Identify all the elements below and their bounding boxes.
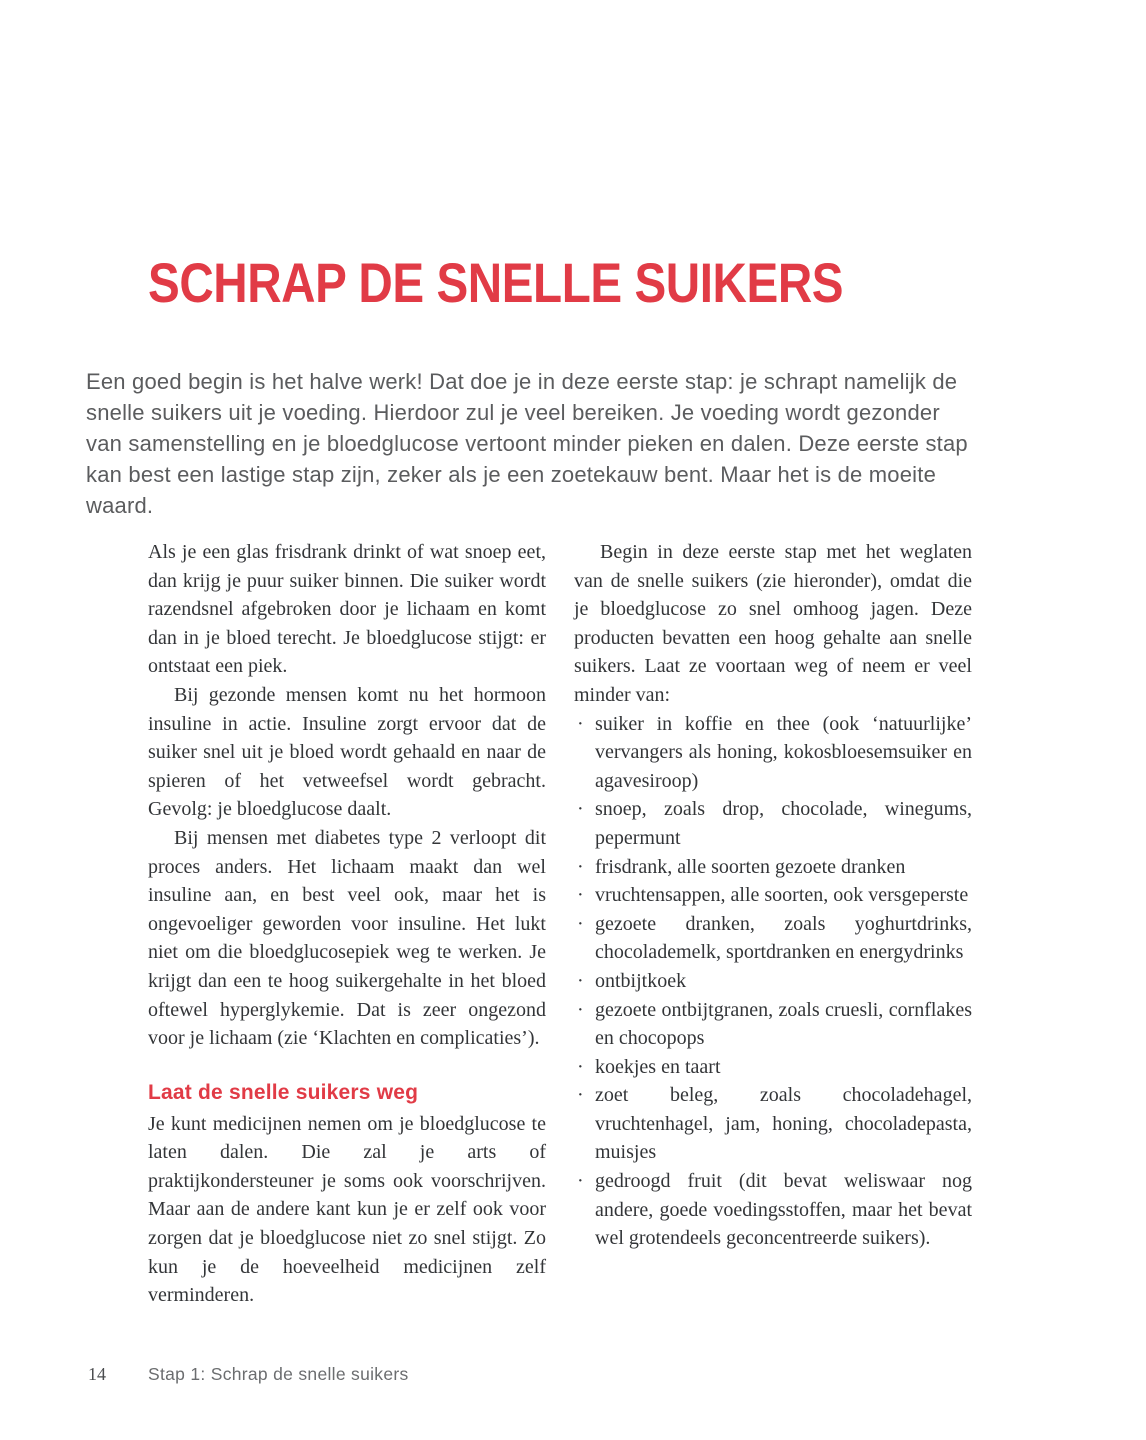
bullet-item: · snoep, zoals drop, chocolade, winegums, pepermunt: [574, 795, 972, 852]
bullet-item: · gedroogd fruit (dit bevat weliswaar nog andere, goede voedingsstoffen, maar het bevat wel grotendeels geconcentreerde suikers).: [574, 1167, 972, 1253]
bullet-item: · zoet beleg, zoals chocoladehagel, vruchtenhagel, jam, honing, chocoladepasta, muisjes: [574, 1081, 972, 1167]
section-subheading: Laat de snelle suikers weg: [148, 1080, 419, 1104]
bullet-item: · gezoete ontbijtgranen, zoals cruesli, cornflakes en chocopops: [574, 996, 972, 1053]
body-paragraph-4: Je kunt medicijnen nemen om je bloedglucose te laten dalen. Die zal je arts of praktijkondersteuner je soms ook voorschrijven. Maar aan de andere kant kun je er zelf ook voor zorgen dat je bloedglucose niet zo snel stijgt. Zo kun je de hoeveelheid medicijnen zelf verminderen.: [148, 1112, 546, 1307]
body-paragraph-2: Bij gezonde mensen komt nu het hormoon insuline in actie. Insuline zorgt ervoor dat de suiker snel uit je bloed wordt gehaald en naar de spieren of het vetweefsel wordt gebracht. Gevolg: je bloedglucose daalt.: [148, 683, 546, 821]
bullet-item: · koekjes en taart: [574, 1053, 972, 1082]
left-column: [148, 538, 546, 1310]
bullet-item: · suiker in koffie en thee (ook ‘natuurlijke’ vervangers als honing, kokosbloesemsuiker en agavesiroop): [574, 710, 972, 796]
bullet-list: [574, 710, 972, 1253]
page-number: 14: [88, 1364, 106, 1384]
running-title: Stap 1: Schrap de snelle suikers: [148, 1364, 409, 1384]
bullet-item: · gezoete dranken, zoals yoghurtdrinks, chocolademelk, sportdranken en energydrinks: [574, 910, 972, 967]
bullet-item: · vruchtensappen, alle soorten, ook versgeperste: [574, 881, 972, 910]
body-paragraph-5: Begin in deze eerste stap met het weglaten van de snelle suikers (zie hieronder), omdat die je bloedglucose zo snel omhoog jagen. Deze producten bevatten een hoog gehalte aan snelle suikers. Laat ze voortaan weg of neem er veel minder van:: [574, 541, 972, 706]
body-paragraph-1: Als je een glas frisdrank drinkt of wat snoep eet, dan krijg je puur suiker binnen. Die suiker wordt razendsnel afgebroken door je lichaam en komt dan in je bloed terecht. Je bloedglucose stijgt: er ontstaat een piek.: [148, 541, 546, 678]
right-column: [574, 538, 972, 1310]
page-footer: [86, 1364, 986, 1390]
intro-paragraph: Een goed begin is het halve werk! Dat doe je in deze eerste stap: je schrapt namelijk de snelle suikers uit je voeding. Hierdoor zul je veel bereiken. Je voeding wordt gezonder van samenstelling en je bloedglucose vertoont minder pieken en dalen. Deze eerste stap kan best een lastige stap zijn, zeker als je een zoetekauw bent. Maar het is de moeite waard.: [86, 369, 968, 518]
bullet-item: · ontbijtkoek: [574, 967, 972, 996]
page-title: SCHRAP DE SNELLE SUIKERS: [148, 251, 844, 314]
body-columns: [148, 538, 972, 1310]
body-paragraph-3: Bij mensen met diabetes type 2 verloopt dit proces anders. Het lichaam maakt dan wel insuline aan, en best veel ook, maar het is ongevoeliger geworden voor insuline. Het lukt niet om die bloedglucosepiek weg te werken. Je krijgt dan een te hoog suikergehalte in het bloed oftewel hyperglykemie. Dat is zeer ongezond voor je lichaam (zie ‘Klachten en complicaties’).: [148, 826, 546, 1050]
bullet-item: · frisdrank, alle soorten gezoete dranken: [574, 853, 972, 882]
